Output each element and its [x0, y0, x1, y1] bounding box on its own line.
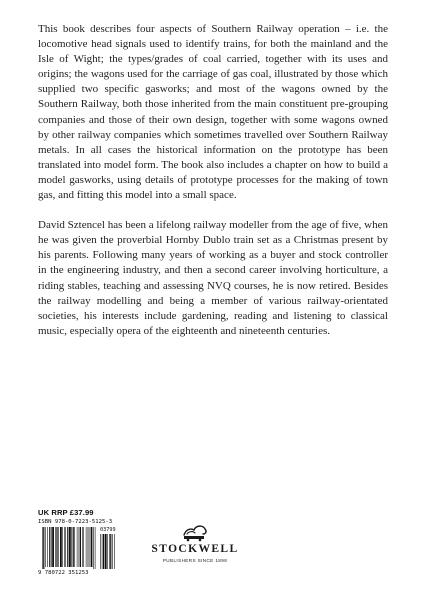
isbn-barcode [38, 519, 122, 577]
retail-price: UK RRP £37.99 [38, 508, 94, 517]
blurb-paragraph-author-bio: David Sztencel has been a lifelong railway modeller from the age of five, when he was given the proverbial Hornby Dublo train set as a Christmas present by his parents. Following many years of working as a buyer and stock controller in the engineering industry, and then a second career involving horticulture, a riding stables, teaching and assessing NVQ courses, he is now retired. Besides the railway modelling and being a member of various railway-orientated societies, his interests include gardening, reading and listening to classical music, especially opera of the eighteenth and nineteenth centuries. [38, 219, 388, 337]
publisher-since: PUBLISHERS SINCE 1898 [162, 558, 228, 563]
back-cover-blurb [38, 22, 388, 339]
ean-number: 9 780722 351253 [38, 570, 89, 576]
publisher-imprint [145, 522, 245, 574]
blurb-paragraph-description: This book describes four aspects of Southern Railway operation – i.e. the locomotive head signals used to identify trains, for both the mainland and the Isle of Wight; the types/grades of coal carried, together with its uses and origins; the wagons used for the carriage of gas coal, illustrated by those which supplied two specific gasworks; and most of the wagons owned by the Southern Railway, both those inherited from the main constituent pre-grouping companies and those of their own design, together with some wagons owned by other railway companies which sometimes travelled over Southern Railway metals. In all cases the historical information on the prototype has been translated into model form. The book also includes a chapter on how to build a model gasworks, using details of prototype processes for the making of town gas, and fitting this model into a small space. [38, 23, 388, 202]
isbn-number: ISBN 978-0-7223-5125-3 [38, 519, 113, 525]
barcode-bars [38, 527, 122, 571]
train-smoke-logo-icon [181, 522, 209, 542]
publisher-name: STOCKWELL [151, 543, 239, 555]
barcode-addon-number: 03799 [100, 527, 116, 533]
